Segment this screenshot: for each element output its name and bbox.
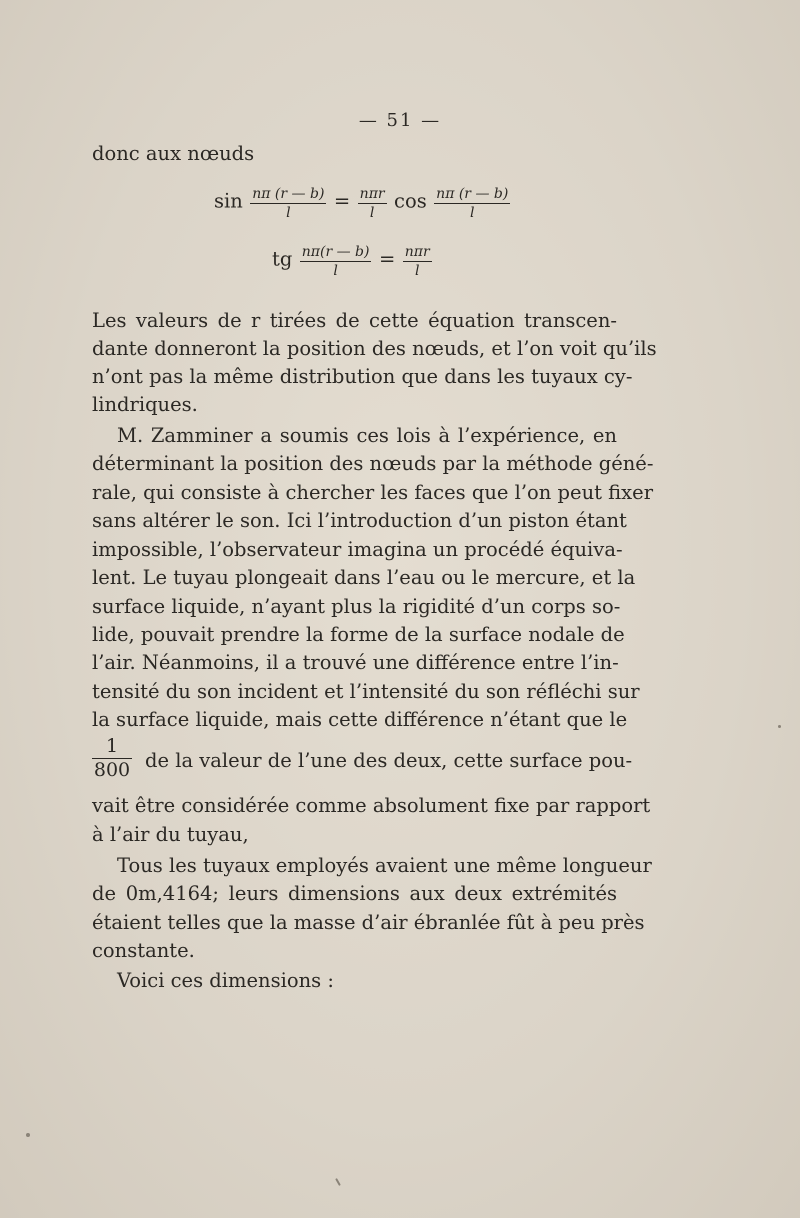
numerator: nπ (r — b) bbox=[252, 186, 325, 202]
fraction-left bbox=[250, 185, 326, 222]
body-line-7: rale, qui consiste à chercher les faces que l’on peut fixer bbox=[92, 481, 654, 504]
body-line-20: de 0m,4164; leurs dimensions aux deux extrémités bbox=[92, 882, 617, 905]
intro-text: donc aux nœuds bbox=[92, 142, 255, 165]
cos-function: cos bbox=[394, 189, 427, 213]
body-line-2: dante donneront la position des nœuds, et l’on voit qu’ils bbox=[92, 337, 657, 360]
page-number: — 51 — bbox=[358, 110, 442, 131]
body-line-1: Les valeurs de r tirées de cette équation transcen- bbox=[92, 309, 617, 332]
denominator: l bbox=[414, 263, 420, 279]
body-line-9: impossible, l’observateur imagina un procédé équiva- bbox=[92, 538, 623, 561]
body-line-15: la surface liquide, mais cette différence n’étant que le bbox=[92, 708, 628, 731]
body-line-13: l’air. Néanmoins, il a trouvé une différence entre l’in- bbox=[92, 651, 619, 674]
numerator: nπ (r — b) bbox=[436, 186, 509, 202]
numerator: nπr bbox=[404, 244, 430, 260]
body-line-17: vait être considérée comme absolument fixe par rapport bbox=[92, 794, 651, 817]
body-line-5: M. Zamminer a soumis ces lois à l’expérience, en bbox=[117, 424, 617, 447]
body-line-22: constante. bbox=[92, 939, 195, 962]
equation-sin-cos bbox=[214, 185, 513, 222]
fraction-denominator: 800 bbox=[93, 759, 131, 781]
body-line-11: surface liquide, n’ayant plus la rigidité d’un corps so- bbox=[92, 595, 621, 618]
equals-sign: = bbox=[378, 247, 396, 271]
paper-speck bbox=[26, 1133, 30, 1137]
fraction-one-over-800 bbox=[92, 735, 132, 781]
body-line-14: tensité du son incident et l’intensité du son réfléchi sur bbox=[92, 680, 640, 703]
denominator: l bbox=[333, 263, 338, 279]
equation-tangent bbox=[272, 243, 435, 280]
denominator: l bbox=[286, 205, 291, 221]
denominator: l bbox=[470, 205, 475, 221]
paper-speck bbox=[335, 1178, 341, 1186]
body-line-12: lide, pouvait prendre la forme de la surface nodale de bbox=[92, 623, 625, 646]
body-line-16: de la valeur de l’une des deux, cette surface pou- bbox=[145, 749, 633, 772]
body-line-18: à l’air du tuyau, bbox=[92, 823, 249, 846]
fraction-left bbox=[300, 243, 372, 280]
body-line-3: n’ont pas la même distribution que dans les tuyaux cy- bbox=[92, 365, 633, 388]
tg-function: tg bbox=[272, 247, 293, 271]
body-line-8: sans altérer le son. Ici l’introduction d’un piston étant bbox=[92, 509, 627, 532]
body-line-19: Tous les tuyaux employés avaient une même longueur bbox=[117, 854, 652, 877]
body-line-23: Voici ces dimensions : bbox=[117, 969, 334, 992]
body-line-10: lent. Le tuyau plongeait dans l’eau ou le mercure, et la bbox=[92, 566, 636, 589]
equals-sign: = bbox=[333, 189, 351, 213]
denominator: l bbox=[369, 205, 375, 221]
fraction-middle bbox=[358, 185, 387, 222]
sin-function: sin bbox=[214, 189, 243, 213]
body-line-4: lindriques. bbox=[92, 393, 198, 416]
body-line-6: déterminant la position des nœuds par la méthode géné- bbox=[92, 452, 654, 475]
fraction-right bbox=[434, 185, 510, 222]
fraction-right bbox=[403, 243, 432, 280]
numerator: nπr bbox=[359, 186, 385, 202]
numerator: nπ(r — b) bbox=[301, 244, 370, 260]
fraction-numerator: 1 bbox=[92, 735, 132, 759]
paper-speck bbox=[778, 725, 781, 728]
body-line-21: étaient telles que la masse d’air ébranlée fût à peu près bbox=[92, 911, 645, 934]
